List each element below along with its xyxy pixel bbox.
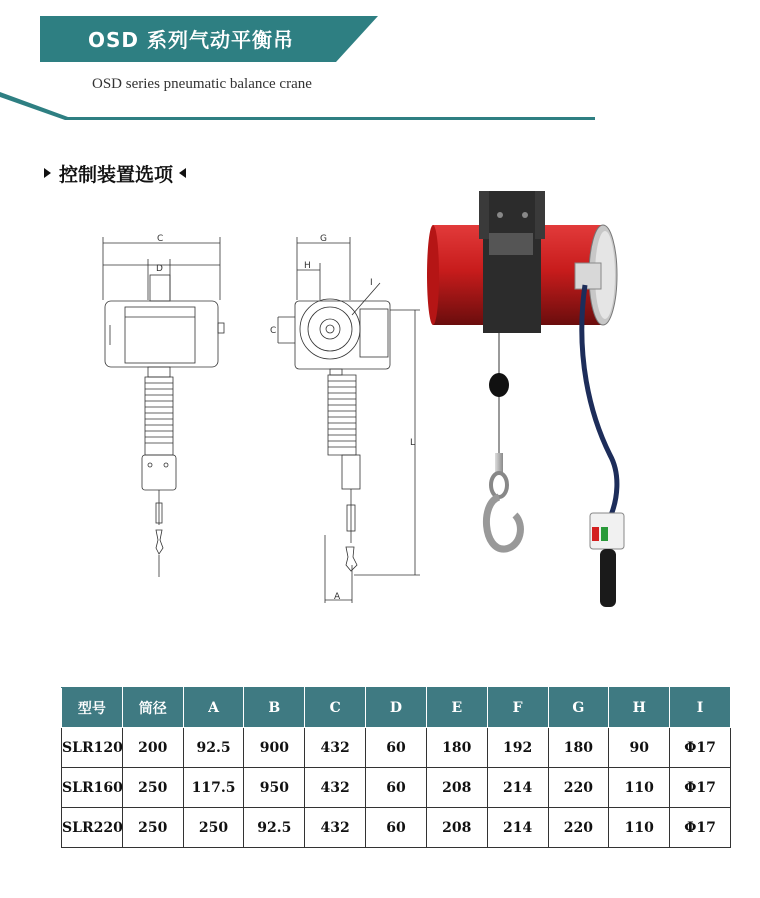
table-cell: 250 bbox=[122, 808, 183, 848]
table-cell: 60 bbox=[366, 768, 427, 808]
table-cell: SLR220 bbox=[62, 808, 123, 848]
table-cell: Φ17 bbox=[670, 808, 731, 848]
table-cell: 192 bbox=[487, 728, 548, 768]
col-header: B bbox=[244, 688, 305, 728]
table-cell: 432 bbox=[305, 728, 366, 768]
product-illustration bbox=[425, 185, 640, 615]
table-cell: 117.5 bbox=[183, 768, 244, 808]
col-header: I bbox=[670, 688, 731, 728]
table-row bbox=[62, 728, 731, 768]
table-cell: 110 bbox=[609, 768, 670, 808]
table-cell: 214 bbox=[487, 768, 548, 808]
triangle-right-icon bbox=[44, 168, 51, 178]
col-header: H bbox=[609, 688, 670, 728]
col-header: 型号 bbox=[62, 688, 123, 728]
col-header: G bbox=[548, 688, 609, 728]
technical-drawings bbox=[90, 225, 435, 610]
page-title: OSD 系列气动平衡吊 bbox=[88, 28, 294, 52]
dim-c2-label: C bbox=[270, 326, 277, 336]
dim-h-label: H bbox=[304, 261, 311, 271]
table-cell: 432 bbox=[305, 768, 366, 808]
header-banner bbox=[0, 0, 760, 125]
table-cell: 110 bbox=[609, 808, 670, 848]
col-header: A bbox=[183, 688, 244, 728]
table-cell: 900 bbox=[244, 728, 305, 768]
table-cell: 92.5 bbox=[244, 808, 305, 848]
table-cell: 220 bbox=[548, 808, 609, 848]
table-row bbox=[62, 768, 731, 808]
table-row bbox=[62, 808, 731, 848]
table-cell: Φ17 bbox=[670, 768, 731, 808]
page-subtitle: OSD series pneumatic balance crane bbox=[92, 76, 312, 92]
table-cell: 60 bbox=[366, 728, 427, 768]
col-header: D bbox=[366, 688, 427, 728]
dim-d-label: D bbox=[156, 264, 163, 274]
table-cell: 250 bbox=[183, 808, 244, 848]
table-cell: 950 bbox=[244, 768, 305, 808]
table-cell: 180 bbox=[548, 728, 609, 768]
dim-c-label: C bbox=[157, 234, 164, 244]
section-title: 控制装置选项 bbox=[59, 163, 174, 186]
dim-a-label: A bbox=[334, 592, 341, 602]
section-heading bbox=[44, 160, 186, 186]
table-cell: 208 bbox=[426, 808, 487, 848]
dim-l-label: L bbox=[410, 438, 416, 448]
spec-table bbox=[61, 687, 731, 848]
table-cell: SLR120 bbox=[62, 728, 123, 768]
col-header: 筒径 bbox=[122, 688, 183, 728]
table-cell: 432 bbox=[305, 808, 366, 848]
table-cell: 90 bbox=[609, 728, 670, 768]
col-header: C bbox=[305, 688, 366, 728]
table-cell: 200 bbox=[122, 728, 183, 768]
dim-g-label: G bbox=[320, 234, 327, 244]
table-header-row bbox=[62, 688, 731, 728]
side-view-drawing bbox=[270, 234, 420, 603]
table-cell: SLR160 bbox=[62, 768, 123, 808]
table-cell: 180 bbox=[426, 728, 487, 768]
col-header: E bbox=[426, 688, 487, 728]
table-cell: Φ17 bbox=[670, 728, 731, 768]
front-view-drawing bbox=[103, 234, 224, 577]
col-header: F bbox=[487, 688, 548, 728]
triangle-left-icon bbox=[179, 168, 186, 178]
table-cell: 214 bbox=[487, 808, 548, 848]
table-cell: 60 bbox=[366, 808, 427, 848]
dim-i-label: I bbox=[370, 278, 373, 288]
table-cell: 250 bbox=[122, 768, 183, 808]
table-cell: 208 bbox=[426, 768, 487, 808]
table-cell: 92.5 bbox=[183, 728, 244, 768]
table-cell: 220 bbox=[548, 768, 609, 808]
